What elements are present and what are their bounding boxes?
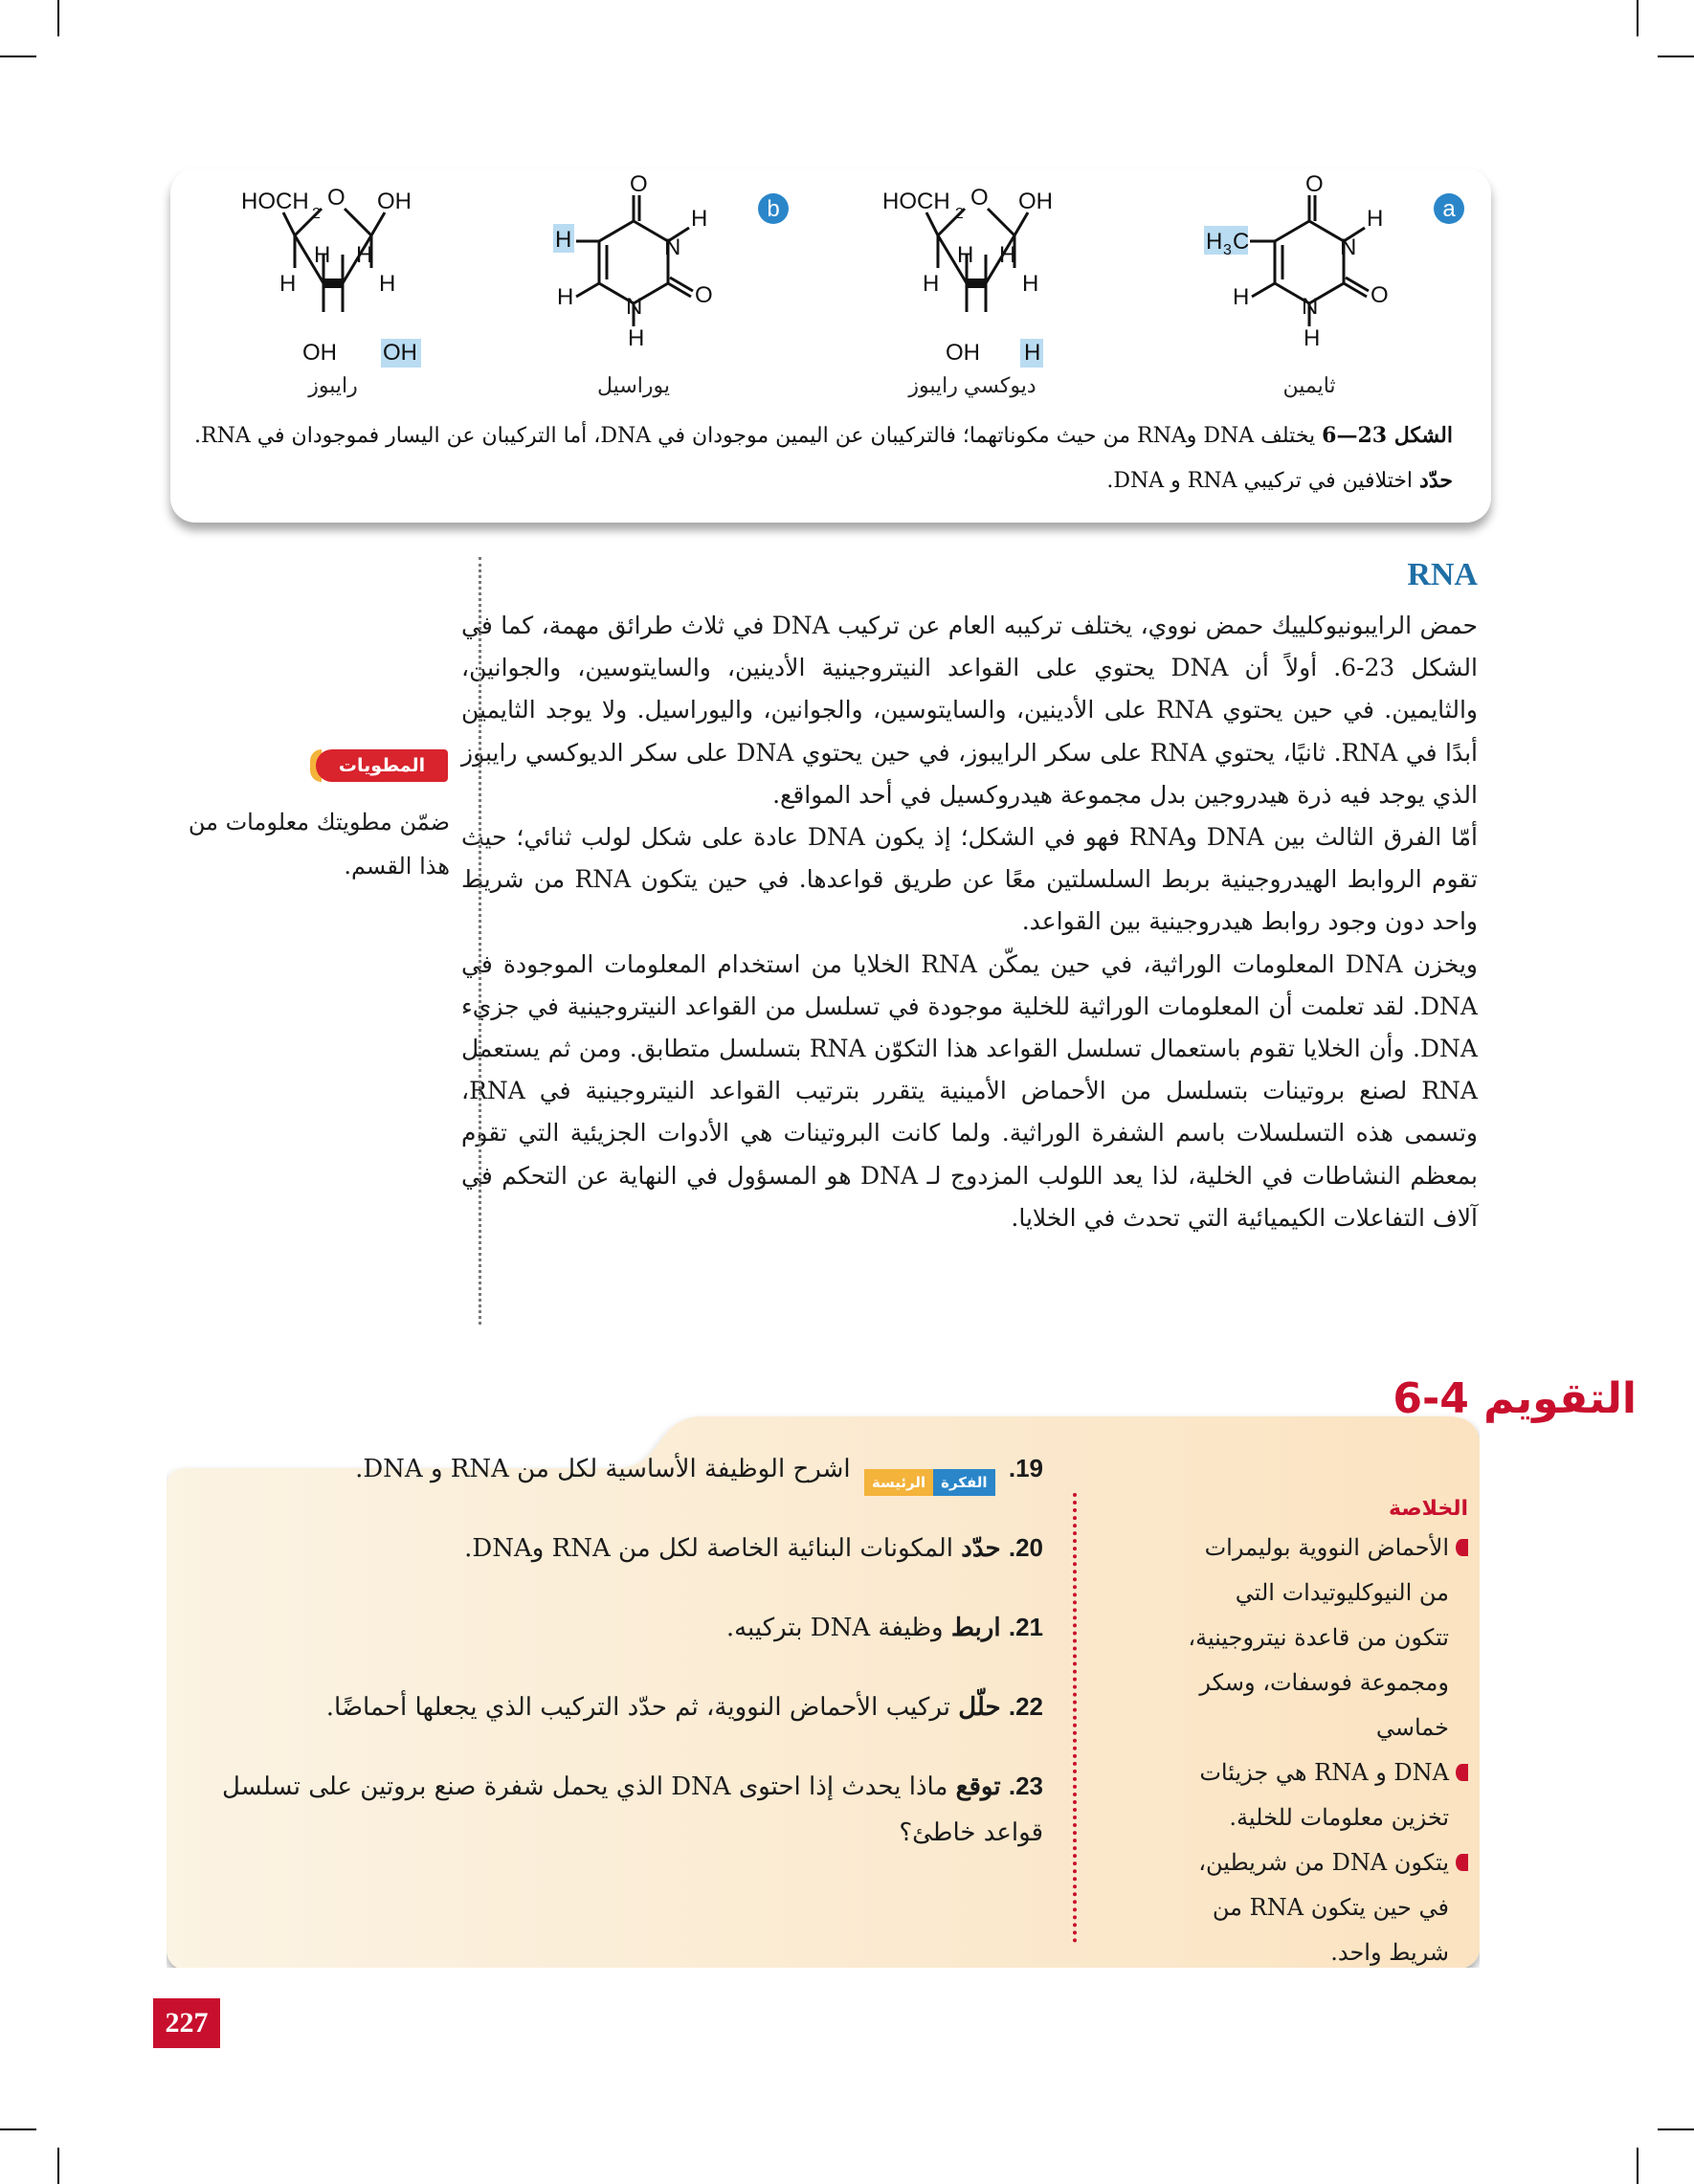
- label-thymine: ثايمين: [1282, 373, 1336, 397]
- svg-text:O: O: [1371, 282, 1389, 308]
- svg-text:HOCH: HOCH: [882, 189, 950, 214]
- crop-mark: [57, 2148, 59, 2184]
- summary-item: الأحماض النووية بوليمرات من النيوكليوتيدات التي تتكون من قاعدة نيتروجينية، ومجموعة فوسفات، وسكر خماسي: [1181, 1526, 1468, 1750]
- badge-a: [1434, 193, 1464, 224]
- svg-text:H: H: [1024, 340, 1041, 366]
- assessment-title: التقويم 4-6: [1393, 1374, 1637, 1423]
- main-idea-tag: الفكرةالرئيسة: [864, 1457, 995, 1483]
- question-item: 20. حدّد المكونات البنائية الخاصة لكل من RNA وDNA.: [464, 1533, 1043, 1563]
- question-item: 19. الفكرةالرئيسة اشرح الوظيفة الأساسية لكل من RNA و DNA.: [201, 1445, 1043, 1492]
- svg-text:H: H: [379, 271, 396, 297]
- summary-item: DNA و RNA هي جزيئات تخزين معلومات للخلية.: [1181, 1750, 1468, 1840]
- caption-label: الشكل 23—6: [1322, 423, 1453, 448]
- svg-text:N: N: [1340, 234, 1357, 260]
- svg-text:OH: OH: [383, 340, 417, 366]
- svg-text:H: H: [999, 242, 1016, 268]
- figure-caption: [189, 413, 1453, 503]
- crop-mark: [57, 0, 59, 36]
- molecule-diagrams: [170, 168, 1491, 398]
- crop-mark: [1658, 56, 1694, 57]
- label-uracil: يوراسيل: [597, 373, 670, 397]
- crop-mark: [1658, 2128, 1694, 2130]
- summary-heading: الخلاصة: [1389, 1497, 1468, 1521]
- svg-text:H: H: [1367, 206, 1384, 232]
- svg-text:O: O: [695, 282, 713, 308]
- label-ribose: رايبوز: [308, 373, 358, 397]
- summary-list: [1181, 1526, 1468, 1975]
- svg-text:H: H: [923, 271, 940, 297]
- svg-text:H: H: [957, 242, 974, 268]
- foldables-note: ضمّن مطويتك معلومات من هذا القسم.: [188, 809, 450, 880]
- svg-text:H: H: [691, 206, 708, 232]
- svg-text:OH: OH: [946, 340, 980, 366]
- caption-question: اختلافين في تركيبي RNA و DNA.: [1106, 469, 1414, 493]
- caption-verb: حدّد: [1419, 468, 1453, 493]
- crop-mark: [1637, 2148, 1638, 2184]
- crop-mark: [0, 2128, 36, 2130]
- summary-item: يتكون DNA من شريطين، في حين يتكون RNA من شريط واحد.: [1181, 1840, 1468, 1975]
- svg-text:H: H: [557, 284, 574, 310]
- summary-divider: [1073, 1493, 1077, 1943]
- svg-text:HOCH: HOCH: [241, 189, 309, 214]
- uracil-structure: [553, 195, 693, 326]
- section-title: RNA: [1407, 557, 1478, 592]
- svg-text:O: O: [630, 171, 648, 197]
- question-list: [201, 1445, 1043, 1888]
- question-item: 22. حلّل تركيب الأحماض النووية، ثم حدّد التركيب الذي يجعلها أحماضًا.: [325, 1692, 1043, 1722]
- svg-text:O: O: [327, 185, 345, 211]
- thymine-structure: [1204, 195, 1369, 326]
- svg-text:N: N: [1302, 294, 1319, 320]
- svg-text:H: H: [1304, 325, 1321, 351]
- svg-text:H: H: [628, 325, 645, 351]
- paragraph: أمّا الفرق الثالث بين DNA وRNA فهو في الشكل؛ إذ يكون DNA عادة على شكل لولب ثنائي؛ حيث تقوم الروابط الهيدروجينية بربط السلسلتين معًا عن طريق قواعدها. في حين يتكون RNA من شريط واحد دون وجود روابط هيدروجينية بين القواعد.: [461, 823, 1479, 936]
- svg-text:H: H: [555, 227, 572, 253]
- svg-text:a: a: [1442, 196, 1456, 222]
- foldables-badge: المطويات: [316, 749, 448, 782]
- svg-text:OH: OH: [302, 340, 337, 366]
- svg-text:3: 3: [1223, 242, 1232, 258]
- svg-text:H: H: [1233, 284, 1250, 310]
- svg-text:N: N: [664, 234, 681, 260]
- bullet-icon: [1456, 1539, 1468, 1556]
- svg-text:H: H: [1206, 229, 1223, 255]
- svg-text:OH: OH: [377, 189, 412, 214]
- main-text: [461, 605, 1478, 1239]
- svg-text:N: N: [626, 294, 643, 320]
- crop-mark: [0, 56, 36, 57]
- svg-text:C: C: [1233, 229, 1250, 255]
- bullet-icon: [1456, 1764, 1468, 1781]
- svg-text:2: 2: [312, 206, 321, 222]
- badge-b: [758, 193, 789, 224]
- bullet-icon: [1456, 1854, 1468, 1871]
- margin-divider: [479, 557, 481, 1325]
- svg-text:OH: OH: [1018, 189, 1053, 214]
- svg-text:H: H: [314, 242, 331, 268]
- label-deoxyribose: ديوكسي رايبوز: [908, 373, 1036, 397]
- thymine-atoms: [1206, 171, 1389, 398]
- svg-text:2: 2: [955, 206, 964, 222]
- question-item: 21. اربط وظيفة DNA بتركيبه.: [725, 1613, 1043, 1642]
- figure-panel: [170, 168, 1491, 523]
- svg-text:H: H: [356, 242, 373, 268]
- svg-text:O: O: [970, 185, 989, 211]
- page-number: 227: [153, 1998, 220, 2048]
- svg-text:H: H: [1022, 271, 1039, 297]
- svg-text:O: O: [1305, 171, 1324, 197]
- caption-text: يختلف DNA وRNA من حيث مكوناتهما؛ فالتركيبان عن اليمين موجودان في DNA، أما التركيبان عن اليسار فموجودان في RNA.: [194, 424, 1316, 448]
- paragraph: ويخزن DNA المعلومات الوراثية، في حين يمكّن RNA الخلايا من استخدام المعلومات الموجودة في DNA. لقد تعلمت أن المعلومات الوراثية للخلية موجودة في تسلسل من القواعد النيتروجينية في جزيء DNA. وأن الخلايا تقوم باستعمال تسلسل القواعد هذا التكوّن RNA بتسلسل متطابق. ومن ثم يستعمل RNA لصنع بروتينات بتسلسل من الأحماض الأمينية يتقرر بترتيب القواعد النيتروجينية في RNA، وتسمى هذه التسلسلات باسم الشفرة الوراثية. ولما كانت البروتينات هي الأدوات الجزيئية التي تقوم بمعظم النشاطات في الخلية، لذا يعد اللولب المزدوج لـ DNA هو المسؤول في النهاية عن التحكم في آلاف التفاعلات الكيميائية التي تحدث في الخلايا.: [461, 949, 1478, 1232]
- question-item: 23. توقع ماذا يحدث إذا احتوى DNA الذي يحمل شفرة صنع بروتين على تسلسل قواعد خاطئ؟: [222, 1772, 1043, 1847]
- svg-text:H: H: [279, 271, 297, 297]
- paragraph: حمض الرايبونيوكلييك حمض نووي، يختلف تركيبه العام عن تركيب DNA في ثلاث طرائق مهمة، كما في الشكل 23-6. أولاً أن DNA يحتوي على القواعد النيتروجينية الأدينين، والسايتوسين، والجوانين، والثايمين. في حين يحتوي RNA على الأدينين، والسايتوسين، والجوانين، واليوراسيل. ولا يوجد الثايمين أبدًا في RNA. ثانيًا، يحتوي RNA على سكر الرايبوز، في حين يحتوي DNA على سكر الديوكسي رايبوز الذي يوجد فيه ذرة هيدروجين بدل مجموعة هيدروكسيل في أحد المواقع.: [461, 612, 1478, 809]
- svg-text:b: b: [767, 196, 780, 222]
- crop-mark: [1637, 0, 1638, 36]
